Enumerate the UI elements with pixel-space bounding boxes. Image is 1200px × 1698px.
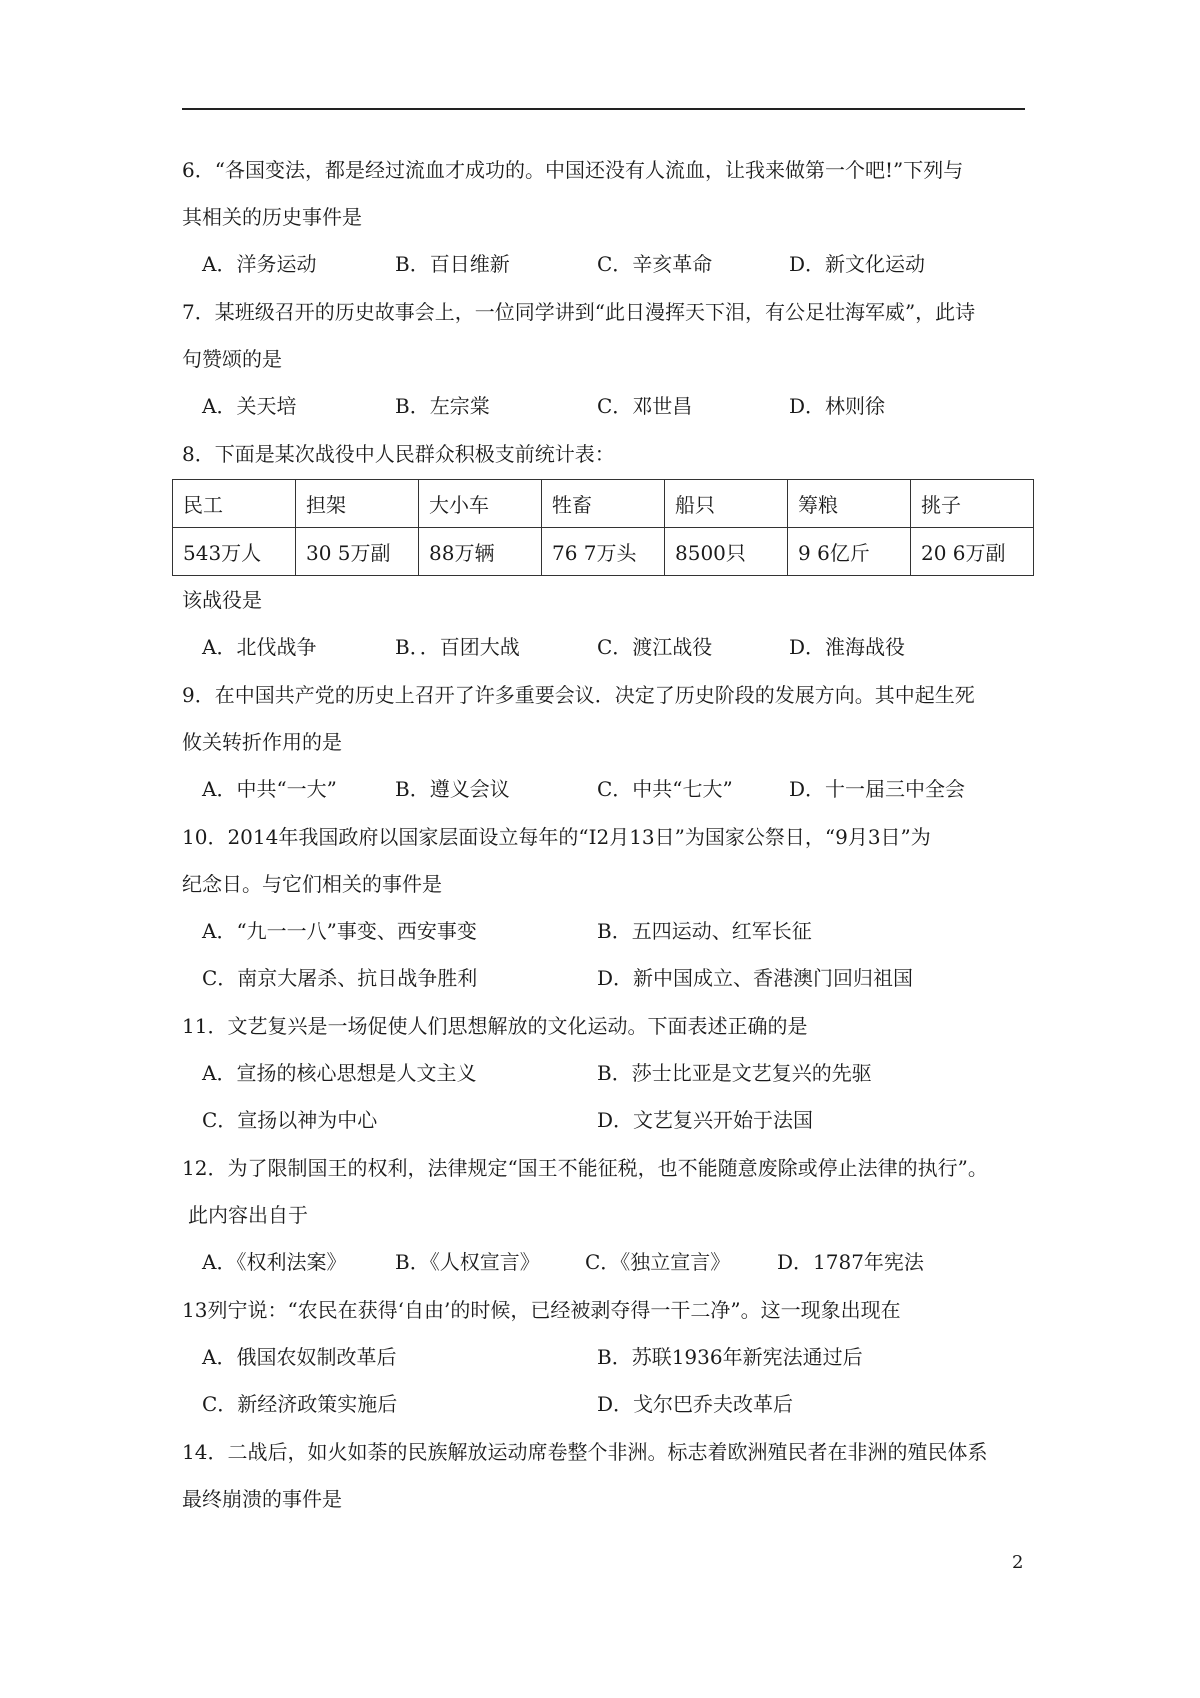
q10-option-d: D．新中国成立、香港澳门回归祖国 <box>597 966 914 990</box>
q13-option-b: B．苏联1936年新宪法通过后 <box>597 1345 863 1369</box>
q10-stem-line2: 纪念日。与它们相关的事件是 <box>182 872 442 896</box>
table-cell: 30 5万副 <box>296 528 419 576</box>
q8-stem-line1: 8．下面是某次战役中人民群众积极支前统计表： <box>182 442 615 466</box>
q7-option-c: C．邓世昌 <box>597 394 693 418</box>
q7-option-b: B．左宗棠 <box>395 394 490 418</box>
q7-stem-line1: 7．某班级召开的历史故事会上，一位同学讲到“此日漫挥天下泪，有公足壮海军威”，此诗 <box>182 300 976 324</box>
q12-option-a: A．《权利法案》 <box>202 1250 347 1274</box>
q7-option-a: A．关天培 <box>202 394 297 418</box>
q10-stem-line1: 10．2014年我国政府以国家层面设立每年的“I2月13日”为国家公祭日，“9月3日”为 <box>182 825 931 849</box>
q6-option-d: D．新文化运动 <box>789 252 926 276</box>
support-statistics-table <box>172 479 1034 576</box>
q9-option-b: B．遵义会议 <box>395 777 510 801</box>
q12-option-b: B．《人权宣言》 <box>395 1250 540 1274</box>
q6-option-a: A．洋务运动 <box>202 252 317 276</box>
q7-stem-line2: 句赞颂的是 <box>182 347 282 371</box>
table-header-cell: 挑子 <box>911 480 1034 528</box>
q14-stem-line2: 最终崩溃的事件是 <box>182 1487 342 1511</box>
q11-option-d: D．文艺复兴开始于法国 <box>597 1108 814 1132</box>
q10-option-c: C．南京大屠杀、抗日战争胜利 <box>202 966 478 990</box>
table-cell: 8500只 <box>665 528 788 576</box>
table-cell: 20 6万副 <box>911 528 1034 576</box>
q12-stem-line2: 此内容出自于 <box>188 1203 308 1227</box>
q11-option-c: C．宣扬以神为中心 <box>202 1108 378 1132</box>
q9-option-d: D．十一届三中全会 <box>789 777 966 801</box>
q6-option-b: B．百日维新 <box>395 252 510 276</box>
q12-option-d: D．1787年宪法 <box>777 1250 924 1274</box>
q9-option-a: A．中共“一大” <box>202 777 337 801</box>
table-header-cell: 担架 <box>296 480 419 528</box>
q11-stem-line1: 11．文艺复兴是一场促使人们思想解放的文化运动。下面表述正确的是 <box>182 1014 808 1038</box>
q10-option-b: B．五四运动、红军长征 <box>597 919 812 943</box>
table-header-cell: 船只 <box>665 480 788 528</box>
q9-option-c: C．中共“七大” <box>597 777 733 801</box>
q14-stem-line1: 14．二战后，如火如荼的民族解放运动席卷整个非洲。标志着欧洲殖民者在非洲的殖民体系 <box>182 1440 988 1464</box>
q13-stem-line1: 13列宁说：“农民在获得‘自由’的时候，已经被剥夺得一干二净”。这一现象出现在 <box>182 1298 901 1322</box>
table-cell: 88万辆 <box>419 528 542 576</box>
q6-stem-line1: 6．“各国变法，都是经过流血才成功的。中国还没有人流血，让我来做第一个吧!”下列与 <box>182 158 964 182</box>
q6-stem-line2: 其相关的历史事件是 <box>182 205 362 229</box>
table-row <box>173 528 1034 576</box>
q8-option-c: C．渡江战役 <box>597 635 713 659</box>
table-header-cell: 大小车 <box>419 480 542 528</box>
q13-option-c: C．新经济政策实施后 <box>202 1392 398 1416</box>
q11-option-a: A．宣扬的核心思想是人文主义 <box>202 1061 477 1085</box>
table-header-cell: 民工 <box>173 480 296 528</box>
q11-option-b: B．莎士比亚是文艺复兴的先驱 <box>597 1061 872 1085</box>
header-rule <box>182 108 1025 110</box>
table-header-cell: 筹粮 <box>788 480 911 528</box>
page-number: 2 <box>1012 1552 1024 1573</box>
table-cell: 9 6亿斤 <box>788 528 911 576</box>
table-cell: 543万人 <box>173 528 296 576</box>
table-cell: 76 7万头 <box>542 528 665 576</box>
q13-option-a: A．俄国农奴制改革后 <box>202 1345 397 1369</box>
q9-stem-line1: 9．在中国共产党的历史上召开了许多重要会议．决定了历史阶段的发展方向。其中起生死 <box>182 683 975 707</box>
q8-after-table: 该战役是 <box>182 588 262 612</box>
q6-option-c: C．辛亥革命 <box>597 252 713 276</box>
q13-option-d: D．戈尔巴乔夫改革后 <box>597 1392 794 1416</box>
q12-stem-line1: 12．为了限制国王的权利，法律规定“国王不能征税，也不能随意废除或停止法律的执行”。 <box>182 1156 988 1180</box>
table-header-cell: 牲畜 <box>542 480 665 528</box>
q12-option-c: C．《独立宣言》 <box>585 1250 731 1274</box>
q7-option-d: D．林则徐 <box>789 394 886 418</box>
q8-option-a: A．北伐战争 <box>202 635 317 659</box>
table-header-row <box>173 480 1034 528</box>
q10-option-a: A．“九一一八”事变、西安事变 <box>202 919 477 943</box>
q9-stem-line2: 攸关转折作用的是 <box>182 730 342 754</box>
q8-option-b: B．．百团大战 <box>395 635 520 659</box>
q8-option-d: D．淮海战役 <box>789 635 906 659</box>
